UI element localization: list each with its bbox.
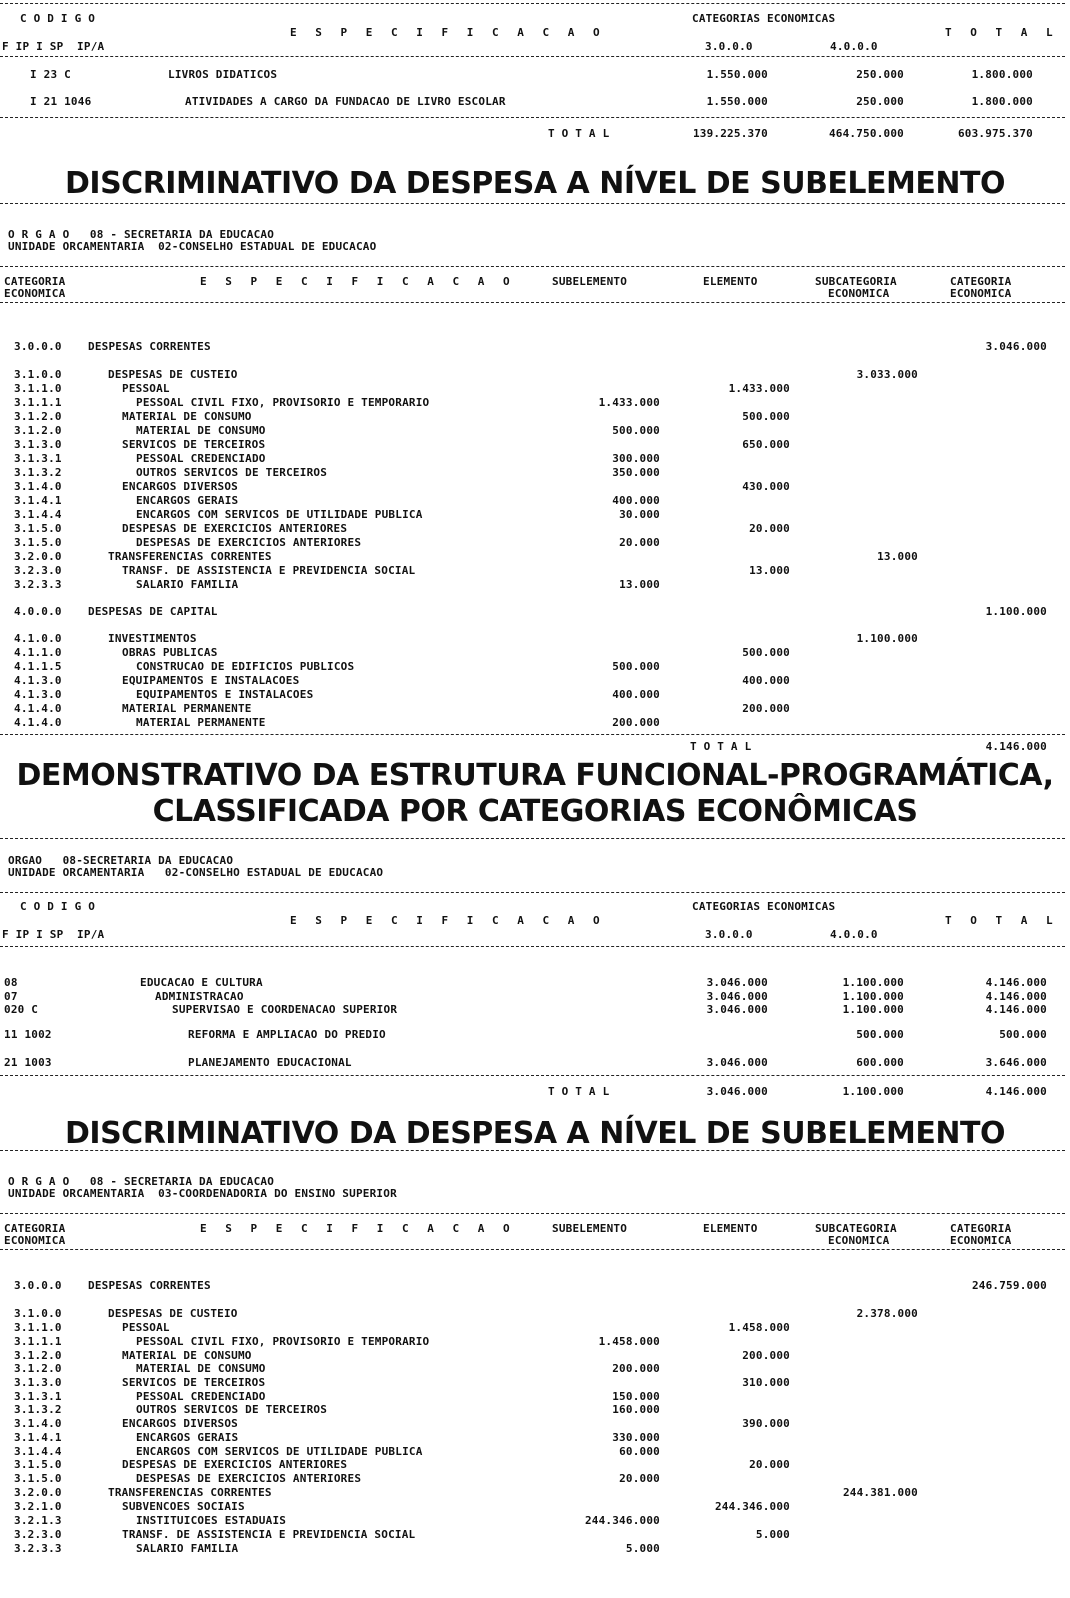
row-description: TRANSFERENCIAS CORRENTES xyxy=(108,550,272,563)
row-category-code: 3.1.0.0 xyxy=(14,368,62,381)
unidade-line: UNIDADE ORCAMENTARIA 03-COORDENADORIA DO ENSINO SUPERIOR xyxy=(8,1187,397,1200)
categorias-header: CATEGORIAS ECONOMICAS xyxy=(692,900,836,913)
row-category-code: 3.1.4.1 xyxy=(14,494,62,507)
row-description: SALARIO FAMILIA xyxy=(136,578,239,591)
row-subelemento-value: 500.000 xyxy=(612,424,660,437)
row-elemento-value: 20.000 xyxy=(749,1458,790,1471)
total-value-4000: 1.100.000 xyxy=(842,1085,904,1098)
row-description: PESSOAL CREDENCIADO xyxy=(136,452,266,465)
row-category-code: 3.1.4.0 xyxy=(14,1417,62,1430)
row-code: 21 1003 xyxy=(4,1056,52,1069)
row-description: TRANSF. DE ASSISTENCIA E PREVIDENCIA SOCIAL xyxy=(122,564,416,577)
row-category-code: 3.1.3.1 xyxy=(14,1390,62,1403)
row-categoria-value: 246.759.000 xyxy=(971,1279,1047,1292)
row-category-code: 3.1.3.2 xyxy=(14,1403,62,1416)
subcategoria-header-2: ECONOMICA xyxy=(828,287,890,300)
row-description: ENCARGOS COM SERVICOS DE UTILIDADE PUBLICA xyxy=(136,508,423,521)
total-value-3000: 3.046.000 xyxy=(706,1085,768,1098)
row-description: MATERIAL DE CONSUMO xyxy=(136,424,266,437)
especificacao-header: E S P E C I F I C A C A O xyxy=(200,1222,516,1235)
row-description: ENCARGOS GERAIS xyxy=(136,1431,239,1444)
unidade-line: UNIDADE ORCAMENTARIA 02-CONSELHO ESTADUAL DE EDUCACAO xyxy=(8,866,384,879)
cat-b-header: 4.0.0.0 xyxy=(830,40,878,53)
elemento-header: ELEMENTO xyxy=(703,1222,758,1235)
row-description: INVESTIMENTOS xyxy=(108,632,197,645)
orgao-line: ORGAO 08-SECRETARIA DA EDUCACAO xyxy=(8,854,234,867)
row-elemento-value: 1.458.000 xyxy=(728,1321,790,1334)
row-description: MATERIAL PERMANENTE xyxy=(122,702,252,715)
codigo-subheader: F IP I SP IP/A xyxy=(2,928,105,941)
row-subelemento-value: 350.000 xyxy=(612,466,660,479)
row-value-4000: 1.100.000 xyxy=(842,976,904,989)
row-code: 11 1002 xyxy=(4,1028,52,1041)
row-category-code: 3.0.0.0 xyxy=(14,340,62,353)
row-description: SUBVENCOES SOCIAIS xyxy=(122,1500,245,1513)
row-subelemento-value: 200.000 xyxy=(612,1362,660,1375)
row-category-code: 3.1.5.0 xyxy=(14,522,62,535)
row-category-code: 3.1.0.0 xyxy=(14,1307,62,1320)
orgao-line: O R G A O 08 - SECRETARIA DA EDUCACAO xyxy=(8,1175,275,1188)
row-elemento-value: 200.000 xyxy=(742,1349,790,1362)
unidade-line: UNIDADE ORCAMENTARIA 02-CONSELHO ESTADUAL DE EDUCACAO xyxy=(8,240,377,253)
row-code: 07 xyxy=(4,990,18,1003)
codigo-subheader: F IP I SP IP/A xyxy=(2,40,105,53)
total-value-3000: 139.225.370 xyxy=(692,127,768,140)
elemento-header: ELEMENTO xyxy=(703,275,758,288)
row-value-4000: 250.000 xyxy=(856,68,904,81)
row-description: MATERIAL DE CONSUMO xyxy=(136,1362,266,1375)
row-value-total: 1.800.000 xyxy=(971,95,1033,108)
row-description: DESPESAS DE EXERCICIOS ANTERIORES xyxy=(136,536,362,549)
row-value-total: 4.146.000 xyxy=(985,990,1047,1003)
categoria-economica-header: CATEGORIA xyxy=(4,275,66,288)
row-category-code: 3.2.0.0 xyxy=(14,1486,62,1499)
row-category-code: 4.1.3.0 xyxy=(14,674,62,687)
row-categoria-value: 3.046.000 xyxy=(985,340,1047,353)
row-description: ENCARGOS DIVERSOS xyxy=(122,480,238,493)
row-value-4000: 1.100.000 xyxy=(842,990,904,1003)
total-header: T O T A L xyxy=(945,914,1059,927)
row-elemento-value: 400.000 xyxy=(742,674,790,687)
row-description: SUPERVISAO E COORDENACAO SUPERIOR xyxy=(172,1003,398,1016)
row-description: TRANSF. DE ASSISTENCIA E PREVIDENCIA SOCIAL xyxy=(122,1528,416,1541)
row-subelemento-value: 20.000 xyxy=(619,536,660,549)
row-category-code: 3.1.5.0 xyxy=(14,536,62,549)
especificacao-header: E S P E C I F I C A C A O xyxy=(200,275,516,288)
categoria-header-2: ECONOMICA xyxy=(950,287,1012,300)
row-description: LIVROS DIDATICOS xyxy=(168,68,278,81)
row-category-code: 3.1.1.0 xyxy=(14,382,62,395)
row-value-3000: 3.046.000 xyxy=(706,976,768,989)
row-category-code: 3.1.4.1 xyxy=(14,1431,62,1444)
row-description: ENCARGOS GERAIS xyxy=(136,494,239,507)
total-value-total: 603.975.370 xyxy=(957,127,1033,140)
row-category-code: 3.2.3.0 xyxy=(14,564,62,577)
row-description: REFORMA E AMPLIACAO DO PREDIO xyxy=(188,1028,386,1041)
row-subelemento-value: 60.000 xyxy=(619,1445,660,1458)
section2-header-bottom-rule xyxy=(0,302,1065,303)
row-description: MATERIAL PERMANENTE xyxy=(136,716,266,729)
row-value-3000: 3.046.000 xyxy=(706,990,768,1003)
row-description: SALARIO FAMILIA xyxy=(136,1542,239,1555)
row-category-code: 3.2.3.3 xyxy=(14,578,62,591)
section4-header-bottom-rule xyxy=(0,1249,1065,1250)
row-category-code: 3.1.4.4 xyxy=(14,1445,62,1458)
row-category-code: 4.1.1.5 xyxy=(14,660,62,673)
cat-a-header: 3.0.0.0 xyxy=(705,928,753,941)
total-label: T O T A L xyxy=(690,740,752,753)
orgao-line: O R G A O 08 - SECRETARIA DA EDUCACAO xyxy=(8,228,275,241)
row-elemento-value: 5.000 xyxy=(755,1528,790,1541)
row-value-4000: 250.000 xyxy=(856,95,904,108)
row-description: PLANEJAMENTO EDUCACIONAL xyxy=(188,1056,352,1069)
row-category-code: 3.1.3.0 xyxy=(14,1376,62,1389)
row-value-total: 4.146.000 xyxy=(985,1003,1047,1016)
section-title: DISCRIMINATIVO DA DESPESA A NÍVEL DE SUBELEMENTO xyxy=(65,1116,1005,1151)
row-subcategoria-value: 2.378.000 xyxy=(856,1307,918,1320)
row-subelemento-value: 150.000 xyxy=(612,1390,660,1403)
row-description: SERVICOS DE TERCEIROS xyxy=(122,1376,266,1389)
section1-top-rule xyxy=(0,3,1065,4)
row-elemento-value: 310.000 xyxy=(742,1376,790,1389)
row-code: 08 xyxy=(4,976,18,989)
row-category-code: 4.1.4.0 xyxy=(14,702,62,715)
row-value-4000: 500.000 xyxy=(856,1028,904,1041)
total-label: T O T A L xyxy=(548,1085,610,1098)
row-description: DESPESAS DE CUSTEIO xyxy=(108,368,238,381)
section-title-line-1: DEMONSTRATIVO DA ESTRUTURA FUNCIONAL-PROGRAMÁTICA, xyxy=(16,758,1054,793)
row-value-total: 1.800.000 xyxy=(971,68,1033,81)
total-value: 4.146.000 xyxy=(985,740,1047,753)
row-category-code: 4.1.4.0 xyxy=(14,716,62,729)
row-category-code: 3.2.3.0 xyxy=(14,1528,62,1541)
row-subelemento-value: 400.000 xyxy=(612,688,660,701)
section3-header-bottom-rule xyxy=(0,946,1065,947)
section3-bottom-rule xyxy=(0,1075,1065,1076)
row-elemento-value: 20.000 xyxy=(749,522,790,535)
row-code: I 23 C xyxy=(30,68,71,81)
row-elemento-value: 390.000 xyxy=(742,1417,790,1430)
row-description: DESPESAS CORRENTES xyxy=(88,340,211,353)
categoria-economica-header: CATEGORIA xyxy=(4,1222,66,1235)
row-elemento-value: 500.000 xyxy=(742,410,790,423)
row-category-code: 4.1.1.0 xyxy=(14,646,62,659)
row-category-code: 3.1.3.0 xyxy=(14,438,62,451)
row-category-code: 3.1.2.0 xyxy=(14,424,62,437)
row-value-total: 3.646.000 xyxy=(985,1056,1047,1069)
row-value-total: 500.000 xyxy=(999,1028,1047,1041)
row-elemento-value: 13.000 xyxy=(749,564,790,577)
codigo-header: C O D I G O xyxy=(20,900,96,913)
row-elemento-value: 244.346.000 xyxy=(714,1500,790,1513)
row-subelemento-value: 244.346.000 xyxy=(584,1514,660,1527)
row-elemento-value: 430.000 xyxy=(742,480,790,493)
section3-header-top-rule xyxy=(0,892,1065,893)
row-category-code: 3.0.0.0 xyxy=(14,1279,62,1292)
row-category-code: 4.1.3.0 xyxy=(14,688,62,701)
row-subelemento-value: 200.000 xyxy=(612,716,660,729)
section2-bottom-rule xyxy=(0,734,1065,735)
row-description: ATIVIDADES A CARGO DA FUNDACAO DE LIVRO ESCOLAR xyxy=(185,95,506,108)
row-value-3000: 3.046.000 xyxy=(706,1056,768,1069)
row-subcategoria-value: 244.381.000 xyxy=(842,1486,918,1499)
row-category-code: 3.1.2.0 xyxy=(14,1349,62,1362)
row-category-code: 4.1.0.0 xyxy=(14,632,62,645)
row-category-code: 3.2.1.0 xyxy=(14,1500,62,1513)
categoria-header-2: ECONOMICA xyxy=(950,1234,1012,1247)
row-description: MATERIAL DE CONSUMO xyxy=(122,1349,252,1362)
total-label: T O T A L xyxy=(548,127,610,140)
row-category-code: 3.1.1.1 xyxy=(14,396,62,409)
row-elemento-value: 1.433.000 xyxy=(728,382,790,395)
especificacao-header: E S P E C I F I C A C A O xyxy=(290,914,606,927)
row-description: DESPESAS DE CAPITAL xyxy=(88,605,218,618)
row-description: ADMINISTRACAO xyxy=(155,990,244,1003)
row-description: EQUIPAMENTOS E INSTALACOES xyxy=(136,688,314,701)
row-subelemento-value: 1.458.000 xyxy=(598,1335,660,1348)
row-description: INSTITUICOES ESTADUAIS xyxy=(136,1514,287,1527)
row-value-4000: 600.000 xyxy=(856,1056,904,1069)
row-description: DESPESAS DE EXERCICIOS ANTERIORES xyxy=(122,522,348,535)
row-description: ENCARGOS COM SERVICOS DE UTILIDADE PUBLICA xyxy=(136,1445,423,1458)
row-description: SERVICOS DE TERCEIROS xyxy=(122,438,266,451)
row-subcategoria-value: 1.100.000 xyxy=(856,632,918,645)
row-subcategoria-value: 13.000 xyxy=(877,550,918,563)
section1-header-rule xyxy=(0,56,1065,57)
row-category-code: 3.2.0.0 xyxy=(14,550,62,563)
row-subelemento-value: 20.000 xyxy=(619,1472,660,1485)
cat-b-header: 4.0.0.0 xyxy=(830,928,878,941)
row-category-code: 3.1.5.0 xyxy=(14,1458,62,1471)
subcategoria-header: SUBCATEGORIA xyxy=(815,1222,897,1235)
row-description: PESSOAL xyxy=(122,1321,170,1334)
row-description: DESPESAS DE EXERCICIOS ANTERIORES xyxy=(136,1472,362,1485)
row-description: OBRAS PUBLICAS xyxy=(122,646,218,659)
row-value-3000: 1.550.000 xyxy=(706,68,768,81)
row-description: DESPESAS DE CUSTEIO xyxy=(108,1307,238,1320)
subelemento-header: SUBELEMENTO xyxy=(552,275,628,288)
row-category-code: 3.1.4.0 xyxy=(14,480,62,493)
row-category-code: 3.1.1.1 xyxy=(14,1335,62,1348)
row-category-code: 4.0.0.0 xyxy=(14,605,62,618)
row-description: ENCARGOS DIVERSOS xyxy=(122,1417,238,1430)
cat-a-header: 3.0.0.0 xyxy=(705,40,753,53)
row-value-3000: 1.550.000 xyxy=(706,95,768,108)
row-subelemento-value: 500.000 xyxy=(612,660,660,673)
total-value-4000: 464.750.000 xyxy=(828,127,904,140)
row-subelemento-value: 1.433.000 xyxy=(598,396,660,409)
categoria-header: CATEGORIA xyxy=(950,1222,1012,1235)
row-description: MATERIAL DE CONSUMO xyxy=(122,410,252,423)
row-subelemento-value: 330.000 xyxy=(612,1431,660,1444)
categoria-economica-header-2: ECONOMICA xyxy=(4,1234,66,1247)
section3-top-rule xyxy=(0,838,1065,839)
row-categoria-value: 1.100.000 xyxy=(985,605,1047,618)
row-elemento-value: 500.000 xyxy=(742,646,790,659)
row-category-code: 3.1.2.0 xyxy=(14,410,62,423)
row-subelemento-value: 400.000 xyxy=(612,494,660,507)
total-header: T O T A L xyxy=(945,26,1059,39)
row-code: I 21 1046 xyxy=(30,95,92,108)
row-category-code: 3.2.1.3 xyxy=(14,1514,62,1527)
categoria-header: CATEGORIA xyxy=(950,275,1012,288)
row-elemento-value: 650.000 xyxy=(742,438,790,451)
row-description: OUTROS SERVICOS DE TERCEIROS xyxy=(136,1403,328,1416)
total-value-total: 4.146.000 xyxy=(985,1085,1047,1098)
row-category-code: 3.1.4.4 xyxy=(14,508,62,521)
section2-top-rule xyxy=(0,203,1065,204)
section-title-line-2: CLASSIFICADA POR CATEGORIAS ECONÔMICAS xyxy=(152,794,918,829)
section4-top-rule xyxy=(0,1150,1065,1151)
row-subelemento-value: 300.000 xyxy=(612,452,660,465)
row-description: CONSTRUCAO DE EDIFICIOS PUBLICOS xyxy=(136,660,355,673)
subcategoria-header-2: ECONOMICA xyxy=(828,1234,890,1247)
subcategoria-header: SUBCATEGORIA xyxy=(815,275,897,288)
row-category-code: 3.1.5.0 xyxy=(14,1472,62,1485)
row-code: 020 C xyxy=(4,1003,39,1016)
row-description: DESPESAS DE EXERCICIOS ANTERIORES xyxy=(122,1458,348,1471)
row-description: PESSOAL xyxy=(122,382,170,395)
row-value-4000: 1.100.000 xyxy=(842,1003,904,1016)
section1-bottom-rule xyxy=(0,117,1065,118)
row-description: DESPESAS CORRENTES xyxy=(88,1279,211,1292)
row-description: EDUCACAO E CULTURA xyxy=(140,976,263,989)
row-category-code: 3.1.3.1 xyxy=(14,452,62,465)
row-subelemento-value: 5.000 xyxy=(625,1542,660,1555)
row-category-code: 3.1.3.2 xyxy=(14,466,62,479)
row-value-total: 4.146.000 xyxy=(985,976,1047,989)
row-category-code: 3.2.3.3 xyxy=(14,1542,62,1555)
row-description: PESSOAL CREDENCIADO xyxy=(136,1390,266,1403)
row-subelemento-value: 30.000 xyxy=(619,508,660,521)
section2-header-top-rule xyxy=(0,266,1065,267)
row-description: OUTROS SERVICOS DE TERCEIROS xyxy=(136,466,328,479)
row-elemento-value: 200.000 xyxy=(742,702,790,715)
row-category-code: 3.1.1.0 xyxy=(14,1321,62,1334)
row-description: EQUIPAMENTOS E INSTALACOES xyxy=(122,674,300,687)
row-subelemento-value: 160.000 xyxy=(612,1403,660,1416)
subelemento-header: SUBELEMENTO xyxy=(552,1222,628,1235)
row-subcategoria-value: 3.033.000 xyxy=(856,368,918,381)
row-subelemento-value: 13.000 xyxy=(619,578,660,591)
codigo-header: C O D I G O xyxy=(20,12,96,25)
section4-header-top-rule xyxy=(0,1213,1065,1214)
row-description: PESSOAL CIVIL FIXO, PROVISORIO E TEMPORARIO xyxy=(136,396,430,409)
especificacao-header: E S P E C I F I C A C A O xyxy=(290,26,606,39)
row-value-3000: 3.046.000 xyxy=(706,1003,768,1016)
row-description: TRANSFERENCIAS CORRENTES xyxy=(108,1486,272,1499)
categorias-header: CATEGORIAS ECONOMICAS xyxy=(692,12,836,25)
row-description: PESSOAL CIVIL FIXO, PROVISORIO E TEMPORARIO xyxy=(136,1335,430,1348)
categoria-economica-header-2: ECONOMICA xyxy=(4,287,66,300)
section-title: DISCRIMINATIVO DA DESPESA A NÍVEL DE SUBELEMENTO xyxy=(65,166,1005,201)
row-category-code: 3.1.2.0 xyxy=(14,1362,62,1375)
